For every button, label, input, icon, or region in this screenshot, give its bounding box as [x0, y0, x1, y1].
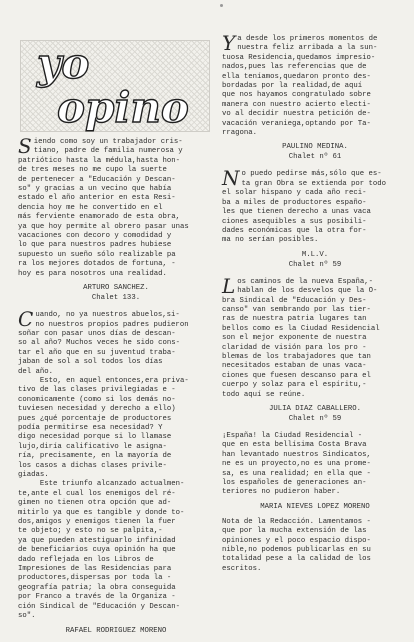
drop-cap: L [222, 273, 236, 298]
author-name: M.L.V. [301, 250, 329, 259]
author-chalet: Chalet nº 61 [288, 153, 342, 162]
author-chalet: Chalet nº 59 [288, 415, 342, 423]
left-column [18, 134, 214, 642]
note-text: Nota de la Redacción. Lamentamos - que por la mucha extensión de las opiniones y el poco espacio dispo- nible,no podemos publicarlas en su totalidad pese a la calidad de los escritos. [222, 517, 371, 573]
opinion-julia [222, 273, 408, 424]
author-name: RAFAEL RODRIGUEZ MORENO [65, 626, 167, 635]
title-line-2: opino [57, 83, 189, 132]
author-name: MARIA NIEVES LOPEZ MORENO [260, 502, 370, 511]
drop-cap: N [222, 166, 240, 191]
title-banner [20, 40, 210, 132]
opinion-mlv [222, 166, 408, 269]
opinion-text: Ya desde los primeros momentos de nuestra feliz arribada a la sun- tuosa Residencia,quedamos impresio- nados,pues las referencias que de ella teníamos,quedaron pronto des- bordadas por la realidad,de aquí que nos hayamos congratulado sobre manera con nuestro acierto electi- vo al decidir nuestra petición de- vacación veraniega,optando por Ta- rragona. [222, 31, 378, 138]
opinion-maria [222, 432, 408, 512]
page-mark [220, 4, 223, 7]
drop-cap: Y [222, 31, 236, 55]
title-line-1: yo [37, 39, 90, 88]
right-column [222, 31, 408, 580]
drop-cap: C [18, 307, 34, 332]
opinion-text: Los caminos de la nueva España,- hablan de los desvelos que la O- bra Sindical de "Educación y Des- canso" van sembrando por las tier- ras de nuestra patria lugares tan bellos como es la Ciudad Residencial son el mejor exponente de nuestra claridad de visión para los pro - blemas de los trabajadores que tan necesitados estaban de unas vaca- ciones que fuesen descanso para el cuerpo y solaz para el espíritu,- todo aquí se reúne. [222, 273, 380, 399]
author-name: ARTURO SANCHEZ. [83, 284, 149, 293]
opinion-arturo [18, 134, 214, 303]
editorial-note [222, 518, 408, 574]
opinion-text: Cuando, no ya nuestros abuelos,si- no nuestros propios padres pudieron soñar con pasar unos días de descan- so al año? Muchos veces he sido cons- tar el año que en su juventud traba- jaban de sol a sol todos los días del año. Esto, en aquel entonces,era priva- tivo de las clases privilegiadas e - conomicamente (como si los demás no- tuviesen necesidad y derecho a ello) pues ¿qué porcentaje de productores podía permitirse esa necesidad? Y digo necesidad porque si lo llamase lujo,diría calificativo le asigna- ría, precisamente, en la mayoría de los casos a dichas clases privile- giadas. Este triunfo alcanzado actualmen- te,ante el cual los enemigos del ré- gimen no tienen otra opción que ad- mitirlo ya que es tangible y donde to- dos,amigos y enemigos tienen la fuer te objeto; y esto no se palpita,- ya que pueden atestiguarlo infinidad de beneficiarios cuya opinión ha que dado reflejada en los Libros de Impresiones de las Residencias para productores,dispersas por toda la - geografía patria; la obra conseguida por Franco a través de la Organiza - ción Sindical de "Educación y Descan- so". [18, 307, 189, 621]
author-name: JULIA DIAZ CABALLERO. [269, 405, 361, 413]
opinion-text: No puedo pedirse más,sólo que es- ta gran Obra se extienda por todo el solar hispano y cada año reci- ba a miles de productores españo- les que tienen derecho a unas vaca ciones asequibles a sus posibili- dades económicas que la otra for- ma no serían posibles. [222, 166, 387, 245]
drop-cap: S [18, 134, 32, 158]
opinion-rafael [18, 307, 214, 635]
opinion-paulino [222, 31, 408, 162]
author-name: PAULINO MEDINA. [282, 143, 348, 152]
opinion-text: ¡España! la Ciudad Residencial - que en esta bellísima Costa Brava han levantado nuestros Sindicatos, ne es un proyecto,no es una prome- sa, es una realidad; en ella que - los españoles de generaciones an- teriores no pudieron haber. [222, 432, 371, 497]
author-chalet: Chalet 133. [91, 294, 141, 303]
opinion-text: Siendo como soy un trabajador cris- tiano, padre de familia numerosa y patriótico hasta la médula,hasta hon- de tres meses no me cupo la suerte de pertenecer a "Educación y Descan- so" y gracias a un vecino que había estado el año anterior en esta Resi- dencia hoy me he convertido en el más ferviente enamorado de esta obra, ya que hoy permite al obrero pasar unas vacaciones con decoro y comodidad y lo que para nuestros padres hubiese supuesto un sueño sólo realizable pa ra los mejores dotados de fortuna, - hoy es para nosotros una realidad. [18, 134, 189, 278]
author-chalet: Chalet nº 59 [288, 260, 342, 269]
